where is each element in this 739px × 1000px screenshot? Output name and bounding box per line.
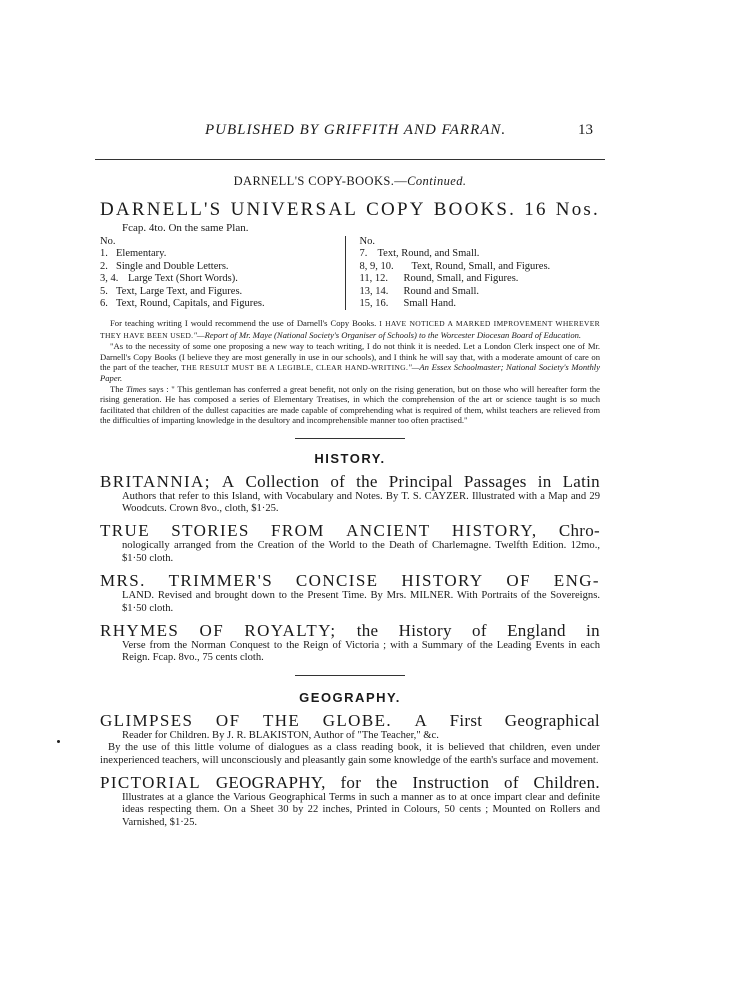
book-entry: [100, 571, 600, 615]
book-entry: [100, 773, 600, 829]
list-item: 2. Single and Double Letters.: [100, 260, 229, 272]
entry-title: PICTORIAL GEOGRAPHY, for the Instruction of Children.: [100, 772, 600, 792]
copybook-list-right: No. 7. Text, Round, and Small. 8, 9, 10. Text, Round, Small, and Figures. 11, 12. Round, Small, and Figures. 13, 14. Round and Small. 15, 16. Small Hand.: [345, 236, 601, 310]
list-item: 5. Text, Large Text, and Figures.: [100, 285, 243, 297]
copybooks-title: DARNELL'S UNIVERSAL COPY BOOKS. 16 Nos.: [100, 199, 600, 220]
running-head: [0, 122, 739, 144]
entry-description: LAND. Revised and brought down to the Present Time. By Mrs. MILNER. With Portraits of the Sovereigns. $1·50 cloth.: [122, 590, 600, 614]
entry-title: BRITANNIA; A Collection of the Principal Passages in Latin: [100, 471, 600, 491]
testimonials: [100, 318, 600, 425]
book-entry: [100, 472, 600, 516]
section-rule: [295, 675, 405, 676]
copybook-list-left: No. 1. Elementary. 2. Single and Double Letters. 3, 4. Large Text (Short Words). 5. Text, Large Text, and Figures. 6. Text, Round, Capitals, and Figures.: [100, 236, 341, 310]
header-rule: [95, 159, 605, 160]
testimonial-2: "As to the necessity of some one proposing a new way to teach writing, I do not think it is needed. Let a London Clerk inspect one of Mr. Darnell's Copy Books (I believe they are most generally in use in our schools), and I think he will say that, with a moderate amount of care on the part of the teacher, THE RESULT MUST BE A LEGIBLE, CLEAR HAND-WRITING."—An Essex Schoolmaster; National Society's Monthly Paper.: [100, 341, 601, 384]
testimonial-3: The Times says : " This gentleman has conferred a great benefit, not only on the rising generation, but on those who will hereafter form the rising generation. He has composed a series of Elementary Treatises, in which the comprehension of the art or science taught is so much facilitated that children of the dullest capacities are made capable of comprehending what is required of them, whilst teachers are relieved from the difficulties of imparting knowledge in the desultory and incomprehensible manner too often practised.": [100, 383, 600, 426]
book-entry: [100, 711, 600, 767]
entry-title: GLIMPSES OF THE GLOBE. A First Geographical: [100, 710, 600, 730]
list-item: 15, 16. Small Hand.: [359, 298, 456, 310]
entry-paragraph: By the use of this little volume of dialogues as a class reading book, it is believed that children, even under inexperienced teachers, will unconsciously and pleasantly gain some knowledge of the earth's surface and movement.: [100, 742, 600, 766]
entry-title: TRUE STORIES FROM ANCIENT HISTORY, Chro-: [100, 521, 600, 541]
entry-description: Verse from the Norman Conquest to the Reign of Victoria ; with a Summary of the Leading Events in each Reign. Fcap. 8vo., 75 cents cloth.: [122, 639, 600, 664]
series-heading: DARNELL'S COPY-BOOKS.—Continued.: [233, 174, 467, 188]
entry-description: nologically arranged from the Creation of the World to the Death of Charlemagne. Twelfth Edition. 12mo., $1·50 cloth.: [122, 540, 600, 564]
book-entry: [100, 621, 600, 665]
list-item: 8, 9, 10. Text, Round, Small, and Figures.: [359, 260, 551, 272]
list-item: 7. Text, Round, and Small.: [359, 248, 480, 260]
margin-speck: [57, 740, 60, 743]
list-item: 13, 14. Round and Small.: [359, 285, 480, 297]
entry-title: MRS. TRIMMER'S CONCISE HISTORY OF ENG-: [100, 571, 600, 591]
geography-heading: GEOGRAPHY.: [299, 689, 401, 705]
copybooks-subtitle: Fcap. 4to. On the same Plan.: [122, 222, 249, 234]
list-item: 1. Elementary.: [100, 248, 167, 260]
entry-description: Reader for Children. By J. R. BLAKISTON, Author of "The Teacher," &c.: [122, 729, 439, 741]
list-item: 11, 12. Round, Small, and Figures.: [359, 273, 519, 285]
list-item: 6. Text, Round, Capitals, and Figures.: [100, 298, 265, 310]
testimonial-1: For teaching writing I would recommend the use of Darnell's Copy Books. I HAVE NOTICED A MARKED IMPROVEMENT WHEREVER THEY HAVE BEEN USED."—Report of Mr. Maye (National Society's Organiser of Schools) to the Worcester Diocesan Board of Education.: [100, 318, 601, 340]
entry-title: RHYMES OF ROYALTY; the History of England in: [100, 620, 600, 640]
section-rule: [295, 438, 405, 439]
copybook-numbers: [100, 236, 600, 310]
entry-description: Authors that refer to this Island, with Vocabulary and Notes. By T. S. CAYZER. Illustrated with a Map and 29 Woodcuts. Crown 8vo., cloth, $1·25.: [122, 490, 600, 514]
page-content: [100, 174, 600, 829]
history-heading: HISTORY.: [314, 450, 386, 466]
running-title: PUBLISHED BY GRIFFITH AND FARRAN.: [205, 122, 507, 138]
entry-description: Illustrates at a glance the Various Geographical Terms in such a manner as to at once impart clear and definite ideas respecting them. On a Sheet 30 by 22 inches, Printed in Colours, 50 cents ; Mounted on Rollers and Varnished, $1·25.: [122, 791, 600, 828]
list-item: 3, 4. Large Text (Short Words).: [100, 273, 238, 285]
book-entry: [100, 521, 600, 565]
page-number: 13: [578, 122, 593, 138]
